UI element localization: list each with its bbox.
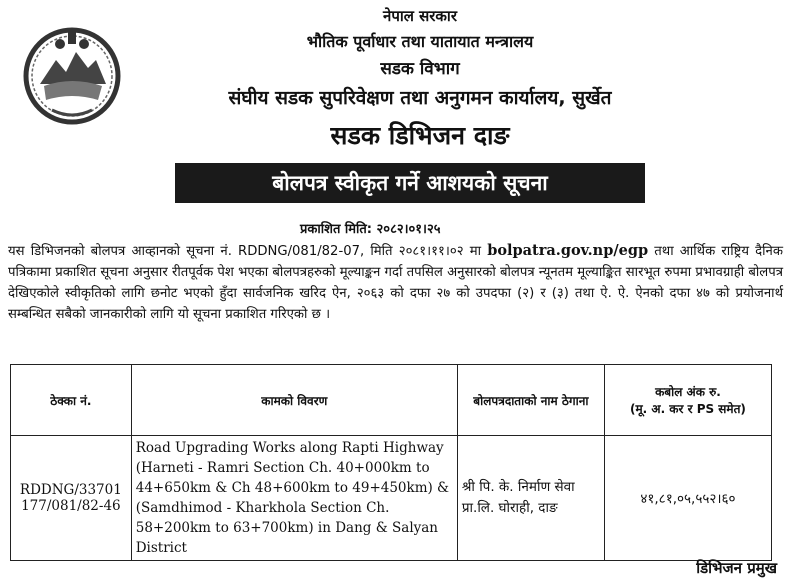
header-amount-line1: कबोल अंक रु. bbox=[655, 385, 721, 399]
header-contract-no: ठेक्का नं. bbox=[11, 365, 132, 436]
egp-link[interactable]: bolpatra.gov.np/egp bbox=[487, 242, 649, 259]
department-name: सडक विभाग bbox=[380, 59, 460, 79]
notice-body bbox=[8, 240, 783, 325]
published-date-line bbox=[300, 219, 440, 237]
header-work-description: कामको विवरण bbox=[131, 365, 457, 436]
header-amount bbox=[604, 365, 771, 436]
table-row bbox=[11, 436, 772, 561]
award-table bbox=[10, 364, 772, 561]
office-name: संघीय सडक सुपरिवेक्षण तथा अनुगमन कार्यालय, सुर्खेत bbox=[228, 87, 612, 109]
published-label: प्रकाशित मिति: bbox=[300, 222, 373, 237]
amount-cell: ४१,८१,०५,५५२।६० bbox=[604, 436, 771, 561]
government-name: नेपाल सरकार bbox=[383, 7, 457, 25]
signature-label: डिभिजन प्रमुख bbox=[696, 559, 777, 577]
bidder-cell: श्री पि. के. निर्माण सेवा प्रा.लि. घोराही, दाङ bbox=[457, 436, 604, 561]
notice-body-part1: यस डिभिजनको बोलपत्र आव्हानको सूचना नं. RDDNG/081/82-07, मिति २०८१।११।०२ मा bbox=[8, 244, 482, 259]
division-name: सडक डिभिजन दाङ bbox=[330, 121, 510, 150]
work-description-cell: Road Upgrading Works along Rapti Highway (Harneti - Ramri Section Ch. 40+000km to 44+650km & Ch 48+600km to 49+450km) & (Samdhimod - Kharkhola Section Ch. 58+200km to 63+700km) in Dang & Salyan District bbox=[131, 436, 457, 561]
notice-title: बोलपत्र स्वीकृत गर्ने आशयको सूचना bbox=[175, 163, 645, 203]
contract-no-line2: 177/081/82-46 bbox=[21, 498, 121, 514]
table-header-row bbox=[11, 365, 772, 436]
contract-no-line1: RDDNG/33701 bbox=[19, 482, 122, 498]
header-bidder: बोलपत्रदाताको नाम ठेगाना bbox=[457, 365, 604, 436]
notice-body-part2: तथा आर्थिक राष्ट्रिय दैनिक पत्रिकामा प्रकाशित सूचना अनुसार रीतपूर्वक पेश भएका बोलपत्रहरुको मूल्याङ्कन गर्दा तपसिल अनुसारको बोलपत्र न्यूनतम मूल्याङ्कित सारभूत रुपमा प्रभावग्राही बोलपत्र देखिएकोले स्वीकृतिको लागि छनोट भएको हुँदा सार्वजनिक खरिद ऐन, २०६३ को दफा २७ को उपदफा (२) र (३) तथा ऐ. ऐ. ऐनको दफा ४७ को प्रयोजनार्थ सम्बन्धित सबैको जानकारीको लागि यो सूचना प्रकाशित गरिएको छ । bbox=[8, 244, 783, 322]
contract-no-cell bbox=[11, 436, 132, 561]
ministry-name: भौतिक पूर्वाधार तथा यातायात मन्त्रालय bbox=[306, 32, 534, 51]
nepal-government-emblem-icon bbox=[22, 22, 122, 128]
published-date: २०८२।०१।२५ bbox=[376, 222, 441, 237]
header-amount-line2: (मू. अ. कर र PS समेत) bbox=[630, 402, 746, 416]
